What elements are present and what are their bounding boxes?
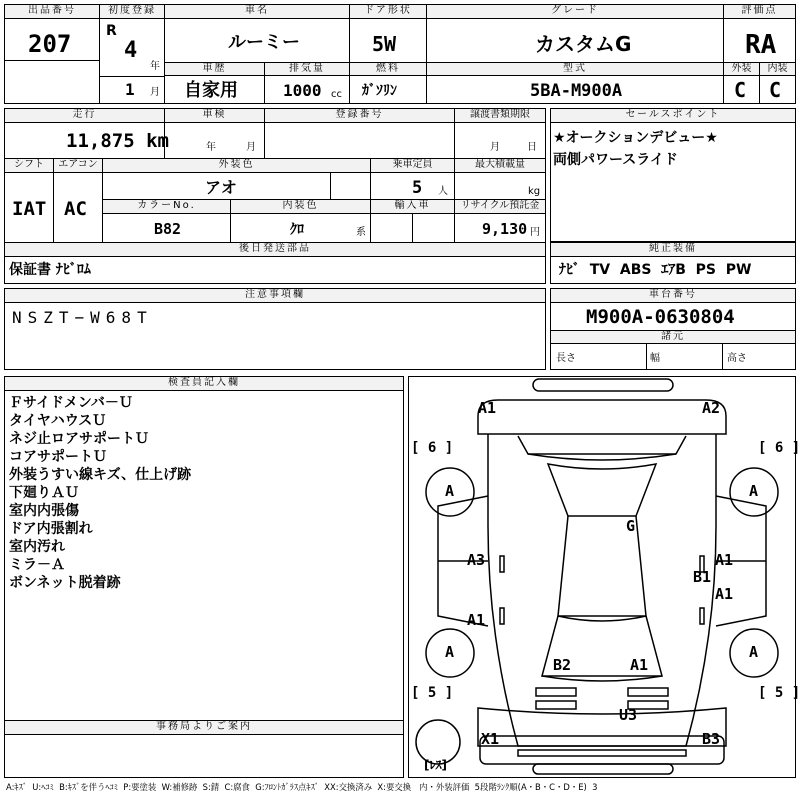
- mark-tire-rl: A: [445, 643, 455, 661]
- interior-color-label: 内装色: [231, 200, 370, 214]
- exterior-grade: C: [734, 78, 747, 102]
- capacity-label: 乗車定員: [371, 159, 454, 173]
- dims-label: 諸元: [551, 331, 795, 344]
- mark-g-windshield: G: [626, 517, 636, 535]
- score-label: 評価点: [724, 5, 795, 19]
- model-label: 型式: [427, 63, 723, 76]
- mark-a1-right-1: A1: [715, 551, 734, 569]
- width-label: 幅: [650, 353, 660, 364]
- mark-u3: U3: [619, 706, 638, 724]
- reg-month: 1: [125, 80, 135, 99]
- lot-label: 出品番号: [5, 5, 99, 19]
- mark-b3: B3: [702, 730, 721, 748]
- notes-label: 注意事項欄: [5, 289, 545, 303]
- lot-number: 207: [28, 30, 72, 58]
- mark-tire-fl: A: [445, 482, 455, 500]
- mark-tire-rr: A: [749, 643, 759, 661]
- chassis-number: M900A-0630804: [586, 306, 735, 328]
- inspector-line: 外装うすい線キズ、仕上げ跡: [9, 467, 192, 483]
- shift-label: シフト: [5, 159, 53, 173]
- inspector-line: ネジ止ロアサポートＵ: [9, 431, 149, 447]
- mark-six-right: [ 6 ]: [758, 440, 800, 456]
- header-block: [4, 4, 796, 104]
- recycle-value: 9,130: [482, 220, 528, 238]
- sales-point-block: [550, 108, 796, 242]
- history-label: 車歴: [165, 63, 264, 76]
- mark-b1: B1: [693, 568, 712, 586]
- ac-label: エアコン: [54, 159, 102, 173]
- color-no-value: B82: [154, 220, 182, 238]
- score-value: RA: [745, 30, 777, 60]
- exterior-label: 外装: [724, 63, 759, 76]
- inspector-line: ミラ－Ａ: [9, 557, 65, 573]
- mark-less-spare: [ﾚｽ]: [424, 758, 447, 772]
- mark-five-left: [ 5 ]: [411, 685, 454, 701]
- import-label: 輸入車: [371, 200, 454, 214]
- inspector-label: 検査員記入欄: [5, 377, 403, 391]
- displacement-unit: cc: [331, 89, 342, 100]
- model-value: 5BA-M900A: [530, 81, 623, 101]
- later-parts-label: 後日発送部品: [5, 243, 545, 257]
- displacement-label: 排気量: [265, 63, 349, 76]
- era-mark: R: [106, 23, 117, 39]
- chassis-label: 車台番号: [551, 289, 795, 303]
- mark-a3: A3: [467, 551, 486, 569]
- interior-color-value: ｸﾛ: [290, 222, 304, 238]
- sales-line-2: 両側パワースライド: [553, 152, 678, 168]
- mileage-value: 11,875 km: [66, 130, 169, 152]
- office-label: 事務局よりご案内: [5, 721, 403, 735]
- notes-value: NSZT−W68T: [12, 308, 153, 327]
- mark-a1-rear: A1: [630, 656, 649, 674]
- door-label: ドア形状: [350, 5, 426, 19]
- capacity-unit: 人: [438, 186, 448, 197]
- mark-a2-fr: A2: [702, 399, 721, 417]
- interior-color-unit: 系: [356, 227, 366, 238]
- reg-label: 初度登録: [100, 5, 164, 19]
- inspection-label: 車検: [165, 109, 264, 123]
- length-label: 長さ: [556, 353, 576, 364]
- color-label: 外装色: [103, 159, 370, 173]
- mark-b2: B2: [553, 656, 572, 674]
- inspection-year-unit: 年: [206, 142, 216, 153]
- regno-label: 登録番号: [265, 109, 454, 123]
- fuel-value: ｶﾞｿﾘﾝ: [362, 83, 397, 99]
- mileage-label: 走行: [5, 109, 164, 123]
- recycle-label: リサイクル預託金: [455, 200, 545, 214]
- color-no-label: カラーNo.: [103, 200, 230, 214]
- reg-month-unit: 月: [150, 87, 160, 98]
- transfer-month: 月: [490, 142, 500, 153]
- reg-year-unit: 年: [150, 61, 160, 72]
- mark-x1: X1: [481, 730, 500, 748]
- fuel-label: 燃料: [350, 63, 426, 76]
- inspector-lines: [9, 394, 191, 592]
- car-name-label: 車名: [165, 5, 349, 19]
- ac-value: AC: [64, 198, 87, 220]
- grade-label: グレード: [427, 5, 723, 19]
- sales-point-label: セールスポイント: [551, 109, 795, 123]
- legend-text: A:ｷｽﾞ U:ﾍｺﾐ B:ｷｽﾞを伴うﾍｺﾐ P:要塗装 W:補修跡 S:錆 C:腐食 G:ﾌﾛﾝﾄｶﾞﾗｽ点ｷｽﾞ XX:交換済み X:要交換 内・外装評価 5段階ﾗﾝｸ順(A・B・C・D・E) 3: [6, 782, 598, 792]
- mark-a1-right-2: A1: [715, 585, 734, 603]
- shift-value: IAT: [12, 198, 47, 220]
- reg-year: 4: [124, 38, 138, 63]
- equipment-label: 純正装備: [551, 243, 795, 257]
- inspector-line: 下廻りＡＵ: [9, 485, 79, 501]
- grade-value: カスタムG: [535, 32, 632, 56]
- mark-a1-left-2: A1: [467, 611, 486, 629]
- inspector-line: 室内内張傷: [9, 503, 79, 519]
- mark-five-right: [ 5 ]: [758, 685, 800, 701]
- displacement-value: 1000: [283, 81, 322, 100]
- mark-six-left: [ 6 ]: [411, 440, 454, 456]
- inspector-line: 室内汚れ: [9, 539, 65, 555]
- later-parts-value: 保証書 ﾅﾋﾞﾛﾑ: [9, 262, 91, 278]
- inspector-line: ボンネット脱着跡: [9, 575, 121, 591]
- color-value: アオ: [205, 178, 237, 197]
- load-label: 最大積載量: [455, 159, 545, 173]
- load-unit: kg: [528, 186, 541, 197]
- capacity-value: 5: [412, 178, 423, 198]
- car-outline: [408, 376, 796, 778]
- sales-line-1: ★オークションデビュー★: [553, 130, 718, 146]
- equipment-value: ﾅﾋﾞ TV ABS ｴｱB PS PW: [559, 262, 752, 278]
- history-value: 自家用: [184, 80, 238, 101]
- door-type: 5W: [372, 32, 397, 56]
- inspector-line: Ｆサイドメンバ－Ｕ: [9, 395, 133, 411]
- interior-label: 内装: [760, 63, 795, 76]
- mark-tire-fr: A: [749, 482, 759, 500]
- inspector-line: タイヤハウスＵ: [9, 413, 107, 429]
- transfer-label: 譲渡書類期限: [455, 109, 545, 123]
- car-name: ルーミー: [228, 32, 300, 53]
- inspector-line: コアサポートＵ: [9, 449, 107, 465]
- inspection-month-unit: 月: [246, 142, 256, 153]
- height-label: 高さ: [727, 353, 747, 364]
- recycle-unit: 円: [530, 227, 540, 238]
- inspector-line: ドア内張割れ: [9, 521, 93, 537]
- transfer-day: 日: [527, 142, 537, 153]
- interior-grade: C: [769, 78, 782, 102]
- mark-a1-fl: A1: [478, 399, 497, 417]
